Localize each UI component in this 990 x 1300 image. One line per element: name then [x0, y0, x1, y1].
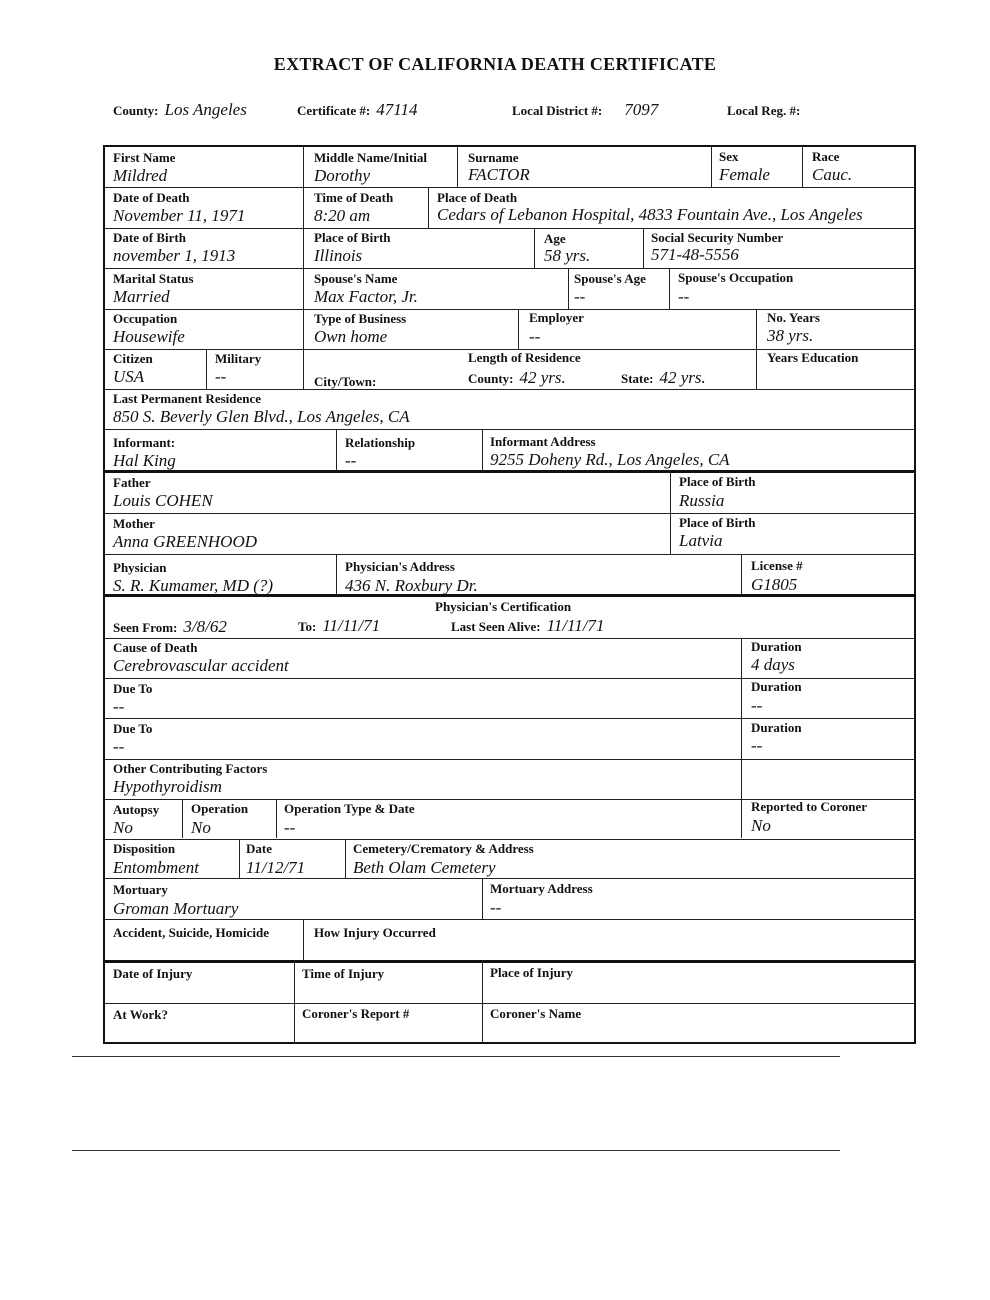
other-factors-label: Other Contributing Factors	[113, 761, 268, 776]
type-of-business-label: Type of Business	[314, 311, 407, 326]
county-residence-field	[468, 368, 566, 388]
how-injury-occurred-label: How Injury Occurred	[314, 925, 436, 940]
local-reg-label: Local Reg. #:	[727, 103, 801, 118]
occupation-label: Occupation	[113, 311, 178, 326]
place-of-death-value: Cedars of Lebanon Hospital, 4833 Fountain Ave., Los Angeles	[437, 205, 863, 224]
cause-of-death-label: Cause of Death	[113, 640, 198, 655]
due-to-2-duration-label: Duration	[751, 720, 802, 735]
place-of-birth-label: Place of Birth	[314, 230, 391, 245]
reported-to-coroner-value: No	[751, 816, 771, 835]
military-value: --	[215, 367, 227, 386]
operation-type-label: Operation Type & Date	[284, 801, 415, 816]
autopsy-label: Autopsy	[113, 802, 160, 817]
county-header-label: County:	[113, 103, 159, 118]
mother-value: Anna GREENHOOD	[113, 532, 258, 551]
license-label: License #	[751, 558, 803, 573]
physician-address-value: 436 N. Roxbury Dr.	[345, 576, 478, 595]
years-employed-label: No. Years	[767, 310, 820, 325]
time-of-death-label: Time of Death	[314, 190, 394, 205]
coroner-report-label: Coroner's Report #	[302, 1006, 410, 1021]
marital-status-label: Marital Status	[113, 271, 194, 286]
father-place-of-birth-label: Place of Birth	[679, 474, 756, 489]
date-of-death-label: Date of Death	[113, 190, 190, 205]
state-residence-field	[621, 368, 706, 388]
document-title: EXTRACT OF CALIFORNIA DEATH CERTIFICATE	[273, 54, 717, 74]
age-label: Age	[544, 231, 566, 246]
seen-from-field	[113, 617, 227, 637]
time-of-death-value: 8:20 am	[314, 206, 371, 225]
due-to-1-label: Due To	[113, 681, 153, 696]
certificate-number-value: 47114	[376, 100, 418, 119]
years-education-label: Years Education	[767, 350, 859, 365]
mother-place-of-birth-value: Latvia	[679, 531, 723, 550]
cemetery-value: Beth Olam Cemetery	[353, 858, 496, 877]
local-district-value: 7097	[624, 100, 659, 119]
county-residence-value: 42 yrs.	[519, 368, 566, 387]
county-residence-label: County:	[468, 371, 514, 386]
autopsy-value: No	[113, 818, 133, 837]
physician-certification-label: Physician's Certification	[435, 599, 572, 614]
reported-to-coroner-label: Reported to Coroner	[751, 799, 868, 814]
due-to-2-label: Due To	[113, 721, 153, 736]
middle-name-label: Middle Name/Initial	[314, 150, 428, 165]
state-residence-label: State:	[621, 371, 654, 386]
informant-address-label: Informant Address	[490, 434, 596, 449]
physician-value: S. R. Kumamer, MD (?)	[113, 576, 274, 595]
local-reg-header	[727, 100, 806, 120]
place-of-injury-label: Place of Injury	[490, 965, 574, 980]
father-place-of-birth-value: Russia	[679, 491, 725, 510]
citizen-label: Citizen	[113, 351, 153, 366]
disposition-value: Entombment	[113, 858, 199, 877]
signature-line	[72, 1150, 840, 1151]
mortuary-label: Mortuary	[113, 882, 168, 897]
surname-value: FACTOR	[468, 165, 530, 184]
spouse-age-label: Spouse's Age	[574, 271, 646, 286]
cemetery-label: Cemetery/Crematory & Address	[353, 841, 534, 856]
place-of-birth-value: Illinois	[314, 246, 363, 265]
disposition-label: Disposition	[113, 841, 176, 856]
disposition-date-value: 11/12/71	[246, 858, 306, 877]
race-value: Cauc.	[812, 165, 853, 184]
certificate-form	[103, 145, 916, 1044]
due-to-2-value: --	[113, 737, 125, 756]
race-label: Race	[812, 149, 840, 164]
state-residence-value: 42 yrs.	[659, 368, 706, 387]
mortuary-address-value: --	[490, 898, 502, 917]
coroner-name-label: Coroner's Name	[490, 1006, 582, 1021]
at-work-label: At Work?	[113, 1007, 169, 1022]
military-label: Military	[215, 351, 262, 366]
spouse-name-value: Max Factor, Jr.	[314, 287, 418, 306]
informant-value: Hal King	[113, 451, 176, 470]
spouse-name-label: Spouse's Name	[314, 271, 398, 286]
disposition-date-label: Date	[246, 841, 272, 856]
seen-from-value: 3/8/62	[183, 617, 227, 636]
last-seen-alive-label: Last Seen Alive:	[451, 619, 541, 634]
ssn-label: Social Security Number	[651, 230, 784, 245]
operation-type-value: --	[284, 818, 296, 837]
type-of-business-value: Own home	[314, 327, 388, 346]
time-of-injury-label: Time of Injury	[302, 966, 385, 981]
mother-place-of-birth-label: Place of Birth	[679, 515, 756, 530]
certificate-number-label: Certificate #:	[297, 103, 371, 118]
seen-to-label: To:	[298, 619, 317, 634]
mortuary-address-label: Mortuary Address	[490, 881, 593, 896]
seen-to-value: 11/11/71	[322, 616, 381, 635]
years-employed-value: 38 yrs.	[767, 326, 814, 345]
due-to-2-duration-value: --	[751, 736, 763, 755]
city-town-field	[314, 371, 382, 391]
occupation-value: Housewife	[113, 327, 185, 346]
county-header-value: Los Angeles	[164, 100, 247, 119]
marital-status-value: Married	[113, 287, 170, 306]
place-of-death-label: Place of Death	[437, 190, 518, 205]
cause-duration-label: Duration	[751, 639, 802, 654]
ssn-value: 571-48-5556	[651, 245, 739, 264]
mortuary-value: Groman Mortuary	[113, 899, 239, 918]
father-value: Louis COHEN	[113, 491, 213, 510]
local-district-header	[512, 100, 658, 120]
certificate-number-header	[297, 100, 418, 120]
informant-address-value: 9255 Doheny Rd., Los Angeles, CA	[490, 450, 730, 469]
mother-label: Mother	[113, 516, 155, 531]
relationship-label: Relationship	[345, 435, 416, 450]
accident-suicide-homicide-label: Accident, Suicide, Homicide	[113, 925, 269, 940]
informant-label: Informant:	[113, 435, 176, 450]
first-name-value: Mildred	[113, 166, 168, 185]
signature-line	[72, 1056, 840, 1057]
sex-value: Female	[719, 165, 770, 184]
operation-label: Operation	[191, 801, 249, 816]
seen-from-label: Seen From:	[113, 620, 178, 635]
operation-value: No	[191, 818, 211, 837]
due-to-1-duration-label: Duration	[751, 679, 802, 694]
date-of-birth-label: Date of Birth	[113, 230, 186, 245]
other-factors-value: Hypothyroidism	[113, 777, 222, 796]
last-seen-alive-field	[451, 616, 605, 636]
county-header	[113, 100, 247, 120]
date-of-birth-value: november 1, 1913	[113, 246, 236, 265]
seen-to-field	[298, 616, 380, 636]
spouse-occupation-value: --	[678, 287, 690, 306]
last-residence-value: 850 S. Beverly Glen Blvd., Los Angeles, CA	[113, 407, 410, 426]
physician-label: Physician	[113, 560, 167, 575]
last-seen-alive-value: 11/11/71	[546, 616, 605, 635]
physician-address-label: Physician's Address	[345, 559, 455, 574]
age-value: 58 yrs.	[544, 246, 591, 265]
surname-label: Surname	[468, 150, 519, 165]
sex-label: Sex	[719, 149, 739, 164]
cause-of-death-value: Cerebrovascular accident	[113, 656, 289, 675]
citizen-value: USA	[113, 367, 145, 386]
license-value: G1805	[751, 575, 798, 594]
father-label: Father	[113, 475, 151, 490]
last-residence-label: Last Permanent Residence	[113, 391, 262, 406]
employer-value: --	[529, 327, 541, 346]
employer-label: Employer	[529, 310, 584, 325]
first-name-label: First Name	[113, 150, 176, 165]
spouse-age-value: --	[574, 287, 586, 306]
relationship-value: --	[345, 451, 357, 470]
cause-duration-value: 4 days	[751, 655, 795, 674]
city-town-label: City/Town:	[314, 374, 377, 389]
date-of-death-value: November 11, 1971	[113, 206, 246, 225]
local-district-label: Local District #:	[512, 103, 603, 118]
due-to-1-value: --	[113, 697, 125, 716]
date-of-injury-label: Date of Injury	[113, 966, 193, 981]
due-to-1-duration-value: --	[751, 696, 763, 715]
spouse-occupation-label: Spouse's Occupation	[678, 270, 794, 285]
length-of-residence-label: Length of Residence	[468, 350, 581, 365]
middle-name-value: Dorothy	[314, 166, 371, 185]
